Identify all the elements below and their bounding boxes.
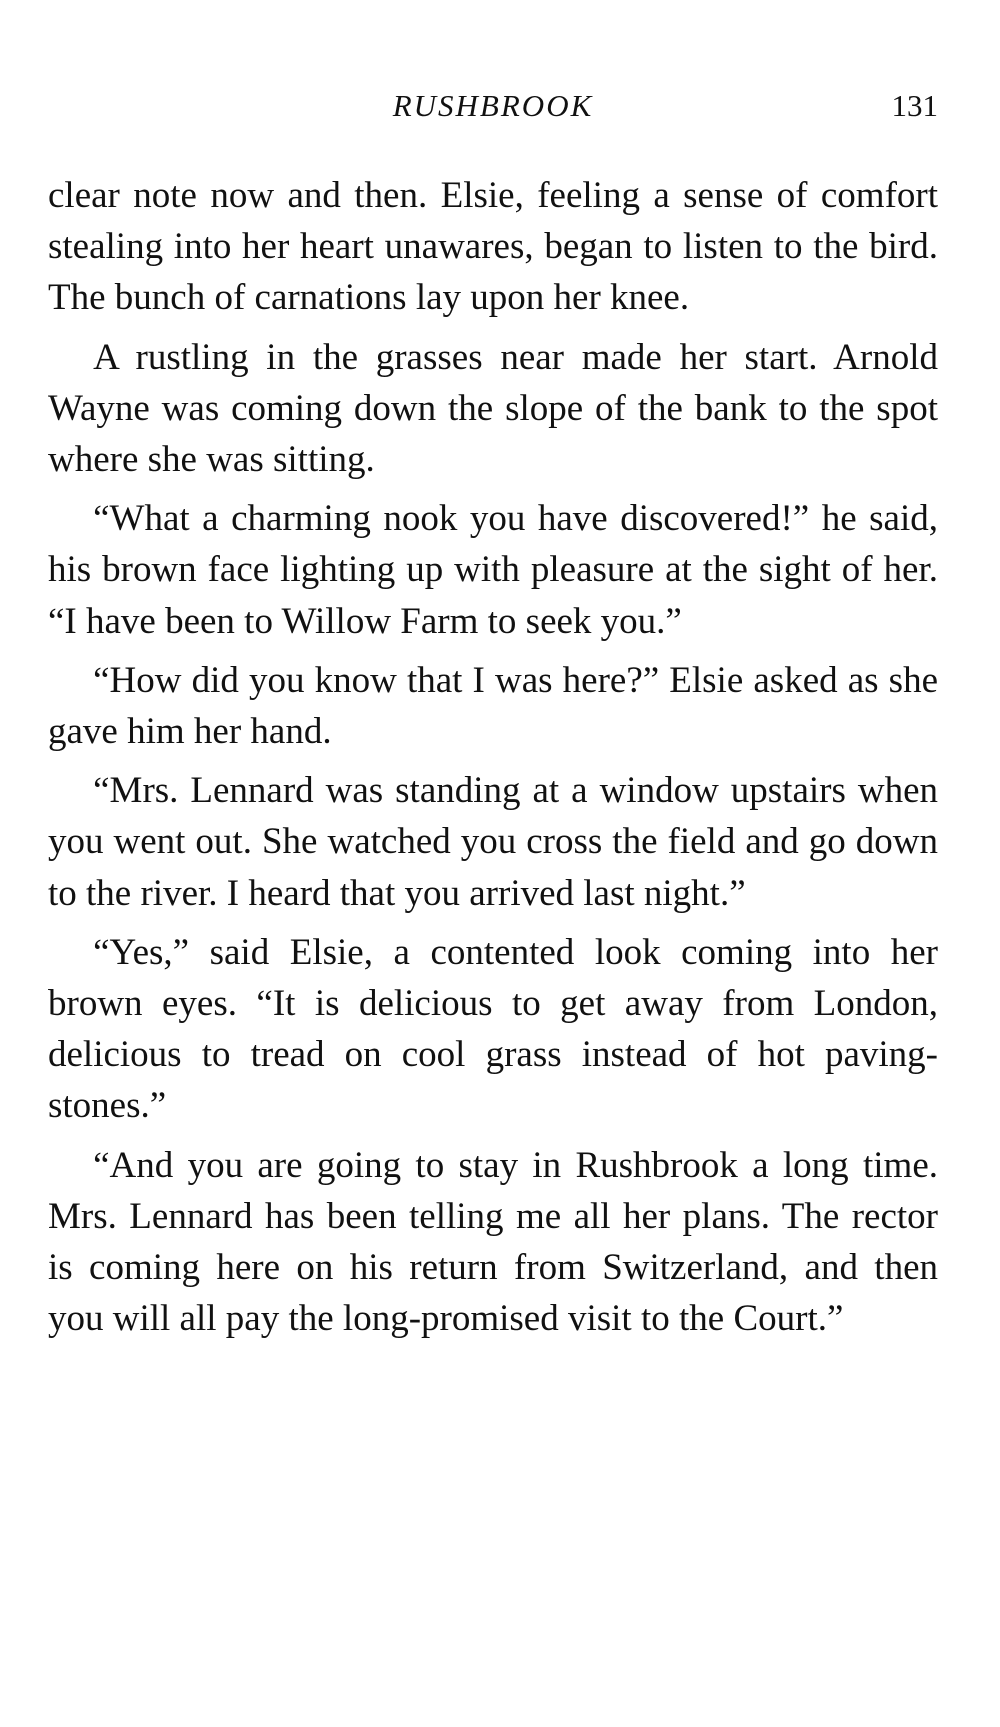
- paragraph-1: clear note now and then. Elsie, feeling a sense of comfort stealing into her heart unawares, began to listen to the bird. The bunch of carnations lay upon her knee.: [48, 175, 938, 319]
- page-number: 131: [891, 88, 938, 123]
- paragraph-4: “How did you know that I was here?” Elsie asked as she gave him her hand.: [48, 659, 938, 753]
- paragraph-6: “Yes,” said Elsie, a contented look coming into her brown eyes. “It is delicious to get away from London, delicious to tread on cool grass instead of hot paving-stones.”: [48, 931, 938, 1127]
- paragraph-3: “What a charming nook you have discovered!” he said, his brown face lighting up with pleasure at the sight of her. “I have been to Willow Farm to seek you.”: [48, 498, 938, 642]
- paragraph-5: “Mrs. Lennard was standing at a window upstairs when you went out. She watched you cross the field and go down to the river. I heard that you arrived last night.”: [48, 770, 938, 914]
- paragraph-7: “And you are going to stay in Rushbrook a long time. Mrs. Lennard has been telling me all her plans. The rector is coming here on his return from Switzerland, and then you will all pay the long-promised visit to the Court.”: [48, 1144, 938, 1340]
- running-header: [48, 88, 938, 132]
- body-text: [48, 170, 938, 1352]
- running-title: RUSHBROOK: [392, 88, 594, 123]
- paragraph-2: A rustling in the grasses near made her start. Arnold Wayne was coming down the slope of the bank to the spot where she was sitting.: [48, 336, 938, 481]
